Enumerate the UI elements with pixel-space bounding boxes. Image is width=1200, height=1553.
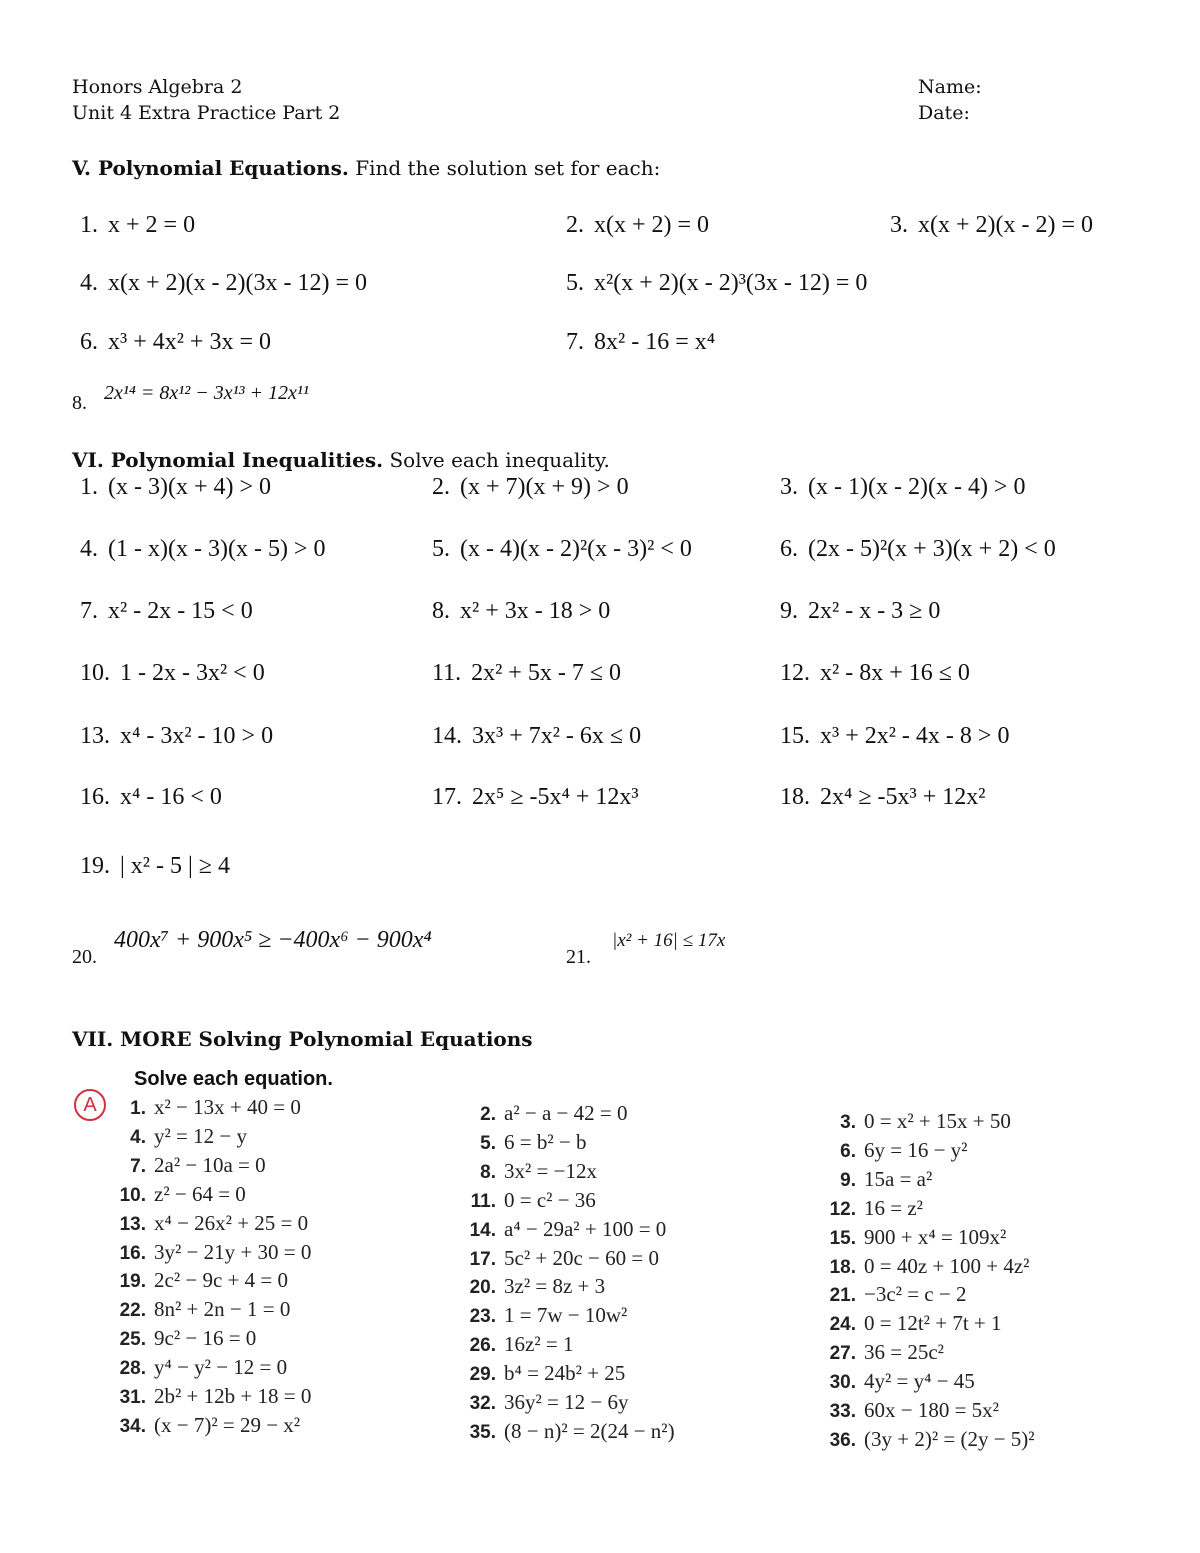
- ineq-problem: [432, 598, 610, 625]
- problem-number: 13.: [80, 723, 110, 749]
- problem-expr: (2x - 5)²(x + 3)(x + 2) < 0: [808, 536, 1056, 562]
- problem-expr: 6y = 16 − y²: [864, 1137, 968, 1162]
- scan-problem: [822, 1224, 1035, 1253]
- problem-expr: (x - 1)(x - 2)(x - 4) > 0: [808, 474, 1026, 500]
- problem-number: 1.: [80, 212, 98, 238]
- problem-number: 9.: [780, 598, 798, 624]
- ineq-problem: [80, 598, 253, 625]
- problem-expr: a² − a − 42 = 0: [504, 1101, 628, 1125]
- problem-number: 11.: [470, 1190, 496, 1212]
- scan-problem: [822, 1397, 1035, 1426]
- scan-problem: [822, 1426, 1035, 1455]
- problem-number: 11.: [432, 660, 462, 686]
- course-title: Honors Algebra 2: [72, 76, 243, 98]
- ineq-problem: [80, 660, 265, 687]
- problem-expr: 3x³ + 7x² - 6x ≤ 0: [472, 723, 642, 749]
- problem-expr: 36y² = 12 − 6y: [504, 1390, 629, 1415]
- problem-expr: x³ + 4x² + 3x = 0: [108, 329, 271, 355]
- problem-number: 23.: [469, 1306, 496, 1328]
- section-vii-heading: [72, 1027, 533, 1051]
- problem-expr: x⁴ - 3x² - 10 > 0: [120, 723, 274, 749]
- problem-expr: (1 - x)(x - 3)(x - 5) > 0: [108, 536, 326, 562]
- ineq-problem: [432, 474, 629, 501]
- scan-problem: [112, 1354, 311, 1383]
- problem-expr: (3y + 2)² = (2y − 5)²: [864, 1426, 1035, 1451]
- scan-problem: [822, 1339, 1035, 1368]
- problem-expr: 2c² − 9c + 4 = 0: [154, 1268, 288, 1293]
- problem-expr: | x² - 5 | ≥ 4: [120, 853, 230, 879]
- problem-expr: 0 = 12t² + 7t + 1: [864, 1311, 1002, 1336]
- problem-number: 8.: [432, 598, 450, 624]
- problem-number: 12.: [780, 660, 810, 686]
- problem-number: 15.: [829, 1227, 856, 1249]
- ineq-problem: [780, 723, 1009, 750]
- problem-expr: 0 = 40z + 100 + 4z²: [864, 1253, 1030, 1278]
- problem-expr: 4y² = y⁴ − 45: [864, 1369, 975, 1394]
- problem-expr: 36 = 25c²: [864, 1340, 944, 1365]
- ineq-problem: [80, 723, 273, 750]
- ineq-problem: [780, 784, 985, 811]
- problem-number: 8.: [480, 1161, 496, 1183]
- problem-number: 6.: [780, 536, 798, 562]
- problem-expr: 5c² + 20c − 60 = 0: [504, 1245, 659, 1270]
- section-v-title: V. Polynomial Equations.: [72, 156, 349, 180]
- eq-problem: [80, 329, 271, 356]
- problem-number: 16.: [80, 784, 110, 810]
- problem-expr: x⁴ - 16 < 0: [120, 784, 222, 810]
- scan-column-1: [112, 1094, 311, 1441]
- eq-problem: [80, 212, 195, 239]
- problem-number: 25.: [119, 1329, 146, 1351]
- problem-expr: 9c² − 16 = 0: [154, 1326, 257, 1351]
- ineq-problem: [432, 784, 639, 811]
- problem-expr: 8n² + 2n − 1 = 0: [154, 1297, 291, 1322]
- problem-expr: x⁴ − 26x² + 25 = 0: [154, 1210, 309, 1235]
- name-label: Name:: [918, 76, 982, 98]
- problem-number: 21.: [566, 946, 591, 968]
- problem-number: 3.: [780, 474, 798, 500]
- problem-expr: (x - 4)(x - 2)²(x - 3)² < 0: [460, 536, 692, 562]
- problem-number: 4.: [130, 1126, 146, 1148]
- scan-column-2: [462, 1100, 675, 1447]
- scan-problem: [112, 1383, 311, 1412]
- scan-problem: [112, 1123, 311, 1152]
- problem-number: 2.: [566, 212, 584, 238]
- problem-expr: 60x − 180 = 5x²: [864, 1398, 999, 1423]
- ineq-problem: [780, 598, 940, 625]
- problem-expr: a⁴ − 29a² + 100 = 0: [504, 1216, 667, 1241]
- problem-number: 14.: [469, 1219, 496, 1241]
- problem-expr: 3x² = −12x: [504, 1158, 597, 1183]
- problem-number: 22.: [119, 1300, 146, 1322]
- problem-number: 9.: [840, 1169, 856, 1191]
- problem-expr: 2x¹⁴ = 8x¹² − 3x¹³ + 12x¹¹: [104, 382, 309, 404]
- problem-expr: |x² + 16| ≤ 17x: [612, 930, 726, 951]
- problem-expr: y⁴ − y² − 12 = 0: [154, 1355, 288, 1380]
- problem-expr: 3y² − 21y + 30 = 0: [154, 1239, 312, 1264]
- scan-problem: [462, 1273, 675, 1302]
- problem-number: 5.: [566, 270, 584, 296]
- problem-number: 18.: [780, 784, 810, 810]
- scan-problem: [462, 1129, 675, 1158]
- section-vi-instruction: Solve each inequality.: [389, 448, 610, 472]
- section-vii-title: VII. MORE Solving Polynomial Equations: [72, 1027, 533, 1051]
- problem-expr: 16 = z²: [864, 1195, 923, 1220]
- scan-problem: [822, 1166, 1035, 1195]
- problem-expr: 900 + x⁴ = 109x²: [864, 1224, 1007, 1249]
- problem-expr: (x + 7)(x + 9) > 0: [460, 474, 629, 500]
- ineq-problem: [780, 660, 970, 687]
- ineq-problem: [80, 784, 222, 811]
- problem-expr: 16z² = 1: [504, 1332, 574, 1357]
- scan-problem: [462, 1187, 675, 1216]
- problem-expr: 2x² - x - 3 ≥ 0: [808, 598, 941, 624]
- problem-expr: x² − 13x + 40 = 0: [154, 1095, 301, 1119]
- problem-expr: x² + 3x - 18 > 0: [460, 598, 611, 624]
- problem-number: 16.: [119, 1242, 146, 1264]
- problem-number: 10.: [119, 1184, 146, 1206]
- problem-number: 27.: [829, 1343, 856, 1365]
- problem-number: 7.: [566, 329, 584, 355]
- problem-number: 35.: [469, 1421, 496, 1443]
- problem-number: 4.: [80, 536, 98, 562]
- scan-problem: [462, 1389, 675, 1418]
- scan-problem: [822, 1137, 1035, 1166]
- problem-number: 30.: [829, 1372, 856, 1394]
- scan-problem: [462, 1158, 675, 1187]
- section-v-heading: [72, 156, 660, 180]
- problem-number: 26.: [469, 1335, 496, 1357]
- scan-problem: [112, 1267, 311, 1296]
- problem-expr: x(x + 2)(x - 2) = 0: [918, 212, 1094, 238]
- scan-problem: [112, 1094, 311, 1123]
- scan-problem: [462, 1331, 675, 1360]
- section-v-instruction: Find the solution set for each:: [355, 156, 661, 180]
- scan-problem: [822, 1253, 1035, 1282]
- problem-expr: (8 − n)² = 2(24 − n²): [504, 1418, 675, 1443]
- problem-expr: z² − 64 = 0: [154, 1181, 246, 1206]
- ineq-problem: [432, 536, 692, 563]
- eq-problem: [890, 212, 1093, 239]
- ineq-problem: [780, 474, 1025, 501]
- ineq-problem: [80, 853, 230, 880]
- scan-column-3: [822, 1108, 1035, 1455]
- problem-number: 14.: [432, 723, 462, 749]
- problem-expr: y² = 12 − y: [154, 1123, 247, 1148]
- problem-number: 3.: [840, 1112, 856, 1133]
- problem-number: 10.: [80, 660, 110, 686]
- problem-number: 1.: [80, 474, 98, 500]
- scan-problem: [822, 1195, 1035, 1224]
- solve-instruction: Solve each equation.: [134, 1068, 333, 1090]
- problem-number: 33.: [829, 1401, 856, 1423]
- unit-title: Unit 4 Extra Practice Part 2: [72, 102, 341, 124]
- problem-expr: x²(x + 2)(x - 2)³(3x - 12) = 0: [594, 270, 868, 296]
- problem-expr: x(x + 2) = 0: [594, 212, 710, 238]
- problem-expr: (x - 3)(x + 4) > 0: [108, 474, 272, 500]
- problem-number: 19.: [80, 853, 110, 879]
- section-vi-heading: [72, 448, 610, 472]
- scan-problem: [462, 1100, 675, 1129]
- problem-expr: 2x⁴ ≥ -5x³ + 12x²: [820, 784, 986, 810]
- problem-number: 34.: [119, 1415, 146, 1437]
- eq-problem: [566, 212, 709, 239]
- scan-problem: [462, 1302, 675, 1331]
- problem-number: 4.: [80, 270, 98, 296]
- problem-number: 20.: [469, 1277, 496, 1299]
- problem-expr: 0 = c² − 36: [504, 1187, 596, 1212]
- ineq-problem: [780, 536, 1056, 563]
- problem-expr: 0 = x² + 15x + 50: [864, 1109, 1011, 1133]
- problem-expr: 1 - 2x - 3x² < 0: [120, 660, 265, 686]
- problem-number: 2.: [432, 474, 450, 500]
- problem-expr: 2a² − 10a = 0: [154, 1152, 266, 1177]
- problem-expr: x + 2 = 0: [108, 212, 196, 238]
- problem-number: 6.: [840, 1140, 856, 1162]
- scan-problem: [462, 1245, 675, 1274]
- problem-number: 6.: [80, 329, 98, 355]
- scan-problem: [822, 1310, 1035, 1339]
- scan-problem: [112, 1412, 311, 1441]
- ineq-problem: [80, 474, 271, 501]
- problem-expr: 2b² + 12b + 18 = 0: [154, 1384, 312, 1409]
- scan-problem: [822, 1281, 1035, 1310]
- problem-number: 8.: [72, 392, 87, 414]
- problem-expr: 3z² = 8z + 3: [504, 1274, 606, 1299]
- ineq-problem: [432, 723, 641, 750]
- problem-expr: −3c² = c − 2: [864, 1282, 967, 1307]
- problem-number: 18.: [829, 1256, 856, 1278]
- problem-expr: 8x² - 16 = x⁴: [594, 329, 716, 355]
- eq-problem: [566, 270, 867, 297]
- problem-number: 21.: [829, 1285, 856, 1307]
- problem-number: 24.: [829, 1314, 856, 1336]
- scan-problem: [462, 1216, 675, 1245]
- problem-number: 7.: [130, 1155, 146, 1177]
- scan-problem: [822, 1368, 1035, 1397]
- ineq-problem: [432, 660, 621, 687]
- problem-expr: x(x + 2)(x - 2)(3x - 12) = 0: [108, 270, 368, 296]
- eq-problem: [566, 329, 715, 356]
- problem-number: 13.: [119, 1213, 146, 1235]
- scan-problem: [822, 1108, 1035, 1137]
- scan-problem: [112, 1325, 311, 1354]
- problem-number: 31.: [119, 1387, 146, 1409]
- scan-problem: [112, 1239, 311, 1268]
- problem-expr: b⁴ = 24b² + 25: [504, 1361, 626, 1386]
- date-label: Date:: [918, 102, 970, 124]
- problem-number: 32.: [469, 1393, 496, 1415]
- problem-expr: x³ + 2x² - 4x - 8 > 0: [820, 723, 1010, 749]
- problem-expr: x² - 2x - 15 < 0: [108, 598, 253, 624]
- problem-number: 19.: [119, 1271, 146, 1293]
- ineq-problem: [80, 536, 325, 563]
- problem-number: 36.: [829, 1429, 856, 1451]
- section-a-badge: A: [74, 1089, 106, 1121]
- problem-number: 7.: [80, 598, 98, 624]
- problem-number: 28.: [119, 1358, 146, 1380]
- problem-number: 20.: [72, 946, 97, 968]
- problem-expr: 6 = b² − b: [504, 1129, 587, 1154]
- problem-number: 1.: [130, 1098, 146, 1119]
- section-vi-title: VI. Polynomial Inequalities.: [72, 448, 384, 472]
- problem-number: 3.: [890, 212, 908, 238]
- problem-expr: 2x⁵ ≥ -5x⁴ + 12x³: [472, 784, 639, 810]
- eq-problem: [80, 270, 367, 297]
- problem-expr: 1 = 7w − 10w²: [504, 1303, 628, 1328]
- problem-number: 29.: [469, 1364, 496, 1386]
- problem-expr: 400x⁷ + 900x⁵ ≥ −400x⁶ − 900x⁴: [114, 927, 432, 953]
- problem-number: 12.: [829, 1198, 856, 1220]
- problem-number: 17.: [432, 784, 462, 810]
- problem-number: 15.: [780, 723, 810, 749]
- scan-problem: [112, 1152, 311, 1181]
- scan-problem: [112, 1181, 311, 1210]
- problem-expr: 15a = a²: [864, 1166, 933, 1191]
- problem-number: 5.: [480, 1132, 496, 1154]
- problem-expr: (x − 7)² = 29 − x²: [154, 1412, 301, 1437]
- scan-problem: [462, 1360, 675, 1389]
- problem-number: 2.: [480, 1104, 496, 1125]
- problem-expr: x² - 8x + 16 ≤ 0: [820, 660, 970, 686]
- problem-number: 5.: [432, 536, 450, 562]
- problem-number: 17.: [469, 1248, 496, 1270]
- scan-problem: [112, 1296, 311, 1325]
- problem-expr: 2x² + 5x - 7 ≤ 0: [471, 660, 622, 686]
- scan-problem: [112, 1210, 311, 1239]
- scan-problem: [462, 1418, 675, 1447]
